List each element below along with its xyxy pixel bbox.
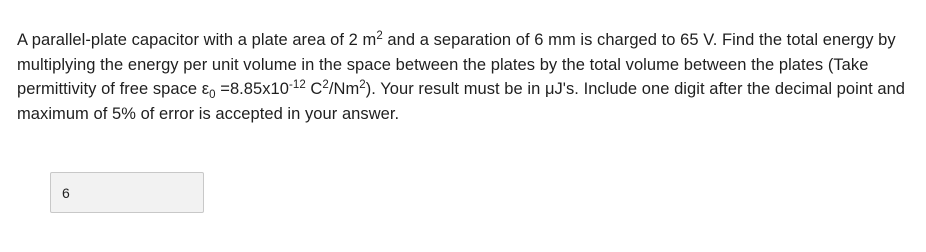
superscript: 2 [359, 79, 366, 91]
question-text-part: ). Your result must be in μJ's. Include one digit after the decimal point and maximum of 5% of error is accepted in your answer. [17, 80, 906, 123]
question-text-part: and a separation of 6 mm is charged to 65 V. Find the total energy by multiplying the energy per unit volume in the space between the plates by the total volume between the plates (Take permittivity of free space ε [17, 31, 896, 98]
superscript: -12 [289, 79, 306, 91]
subscript: 0 [209, 89, 216, 101]
answer-input[interactable] [50, 172, 204, 213]
superscript: 2 [376, 30, 383, 42]
question-text [17, 28, 917, 126]
question-text-part: =8.85x10 [215, 80, 290, 98]
superscript: 2 [322, 79, 329, 91]
question-text-part: /Nm [328, 80, 360, 98]
question-text-part: C [305, 80, 323, 98]
question-text-part: A parallel-plate capacitor with a plate area of 2 m [17, 31, 377, 49]
